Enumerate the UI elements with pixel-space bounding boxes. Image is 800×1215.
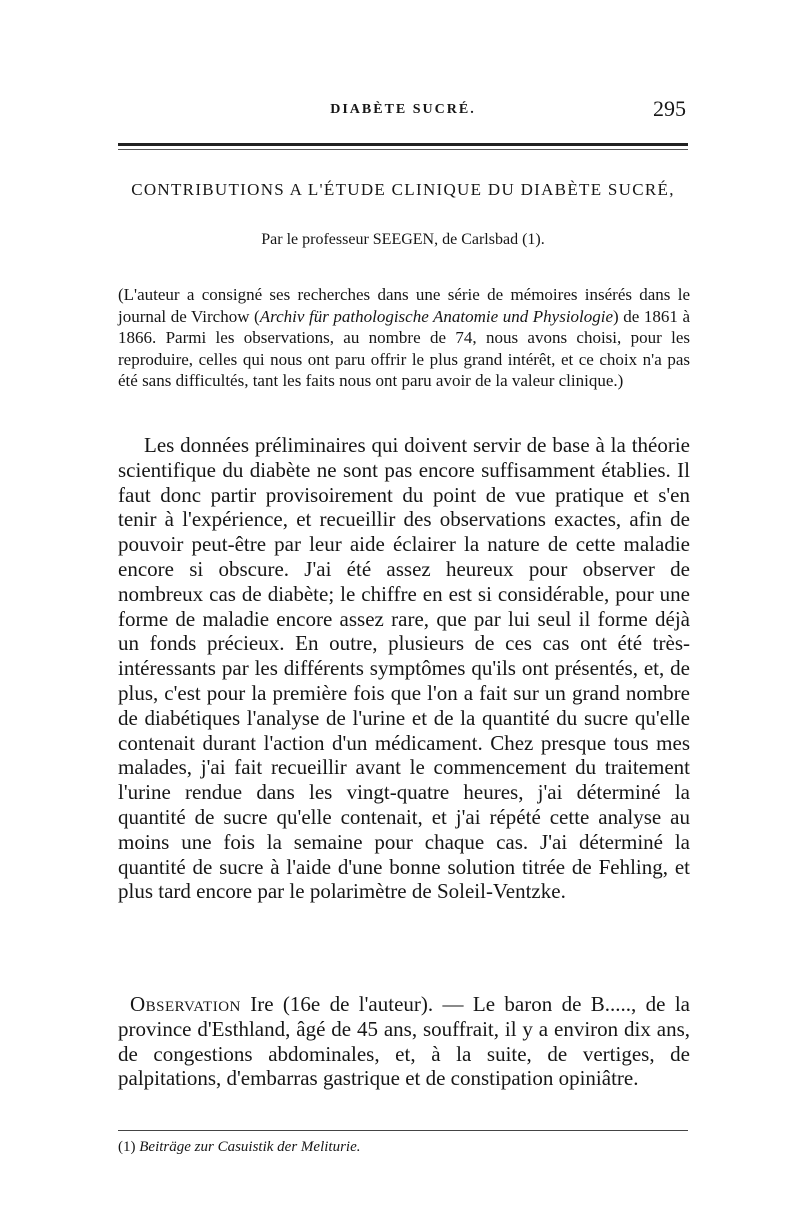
intro-text-before: (L'auteur a consigné ses recherches dans une série de mémoires insérés dans le journal de Virchow ( bbox=[118, 285, 690, 326]
editor-intro bbox=[118, 284, 690, 392]
footnote-marker: (1) bbox=[118, 1139, 136, 1155]
page-number: 295 bbox=[653, 96, 686, 121]
running-title: DIABÈTE SUCRÉ. bbox=[330, 102, 476, 117]
article-title: CONTRIBUTIONS A L'ÉTUDE CLINIQUE DU DIABÈTE SUCRÉ, bbox=[131, 180, 675, 199]
intro-text-after: ) de 1861 à 1866. Parmi les observations, au nombre de 74, nous avons choisi, pour les reproduire, celles qui nous ont paru offrir le plus grand intérêt, et ce choix n'a pas été sans difficultés, tant les faits nous ont paru avoir de la valeur clinique.) bbox=[118, 306, 690, 391]
observation-text: (16e de l'auteur). — Le baron de B....., de la province d'Esthland, âgé de 45 ans, souffrait, il y a environ dix ans, de congestions abdominales, et, à la suite, de vertiges, de palpitations, d'embarras gastrique et de constipation opiniâtre. bbox=[118, 992, 691, 1091]
header-rule-thin bbox=[118, 149, 688, 150]
header-rule bbox=[118, 143, 688, 146]
running-head bbox=[118, 96, 688, 126]
observation-label: Observation bbox=[130, 992, 241, 1016]
observation-paragraph bbox=[118, 992, 690, 1091]
article-byline: Par le professeur SEEGEN, de Carlsbad (1). bbox=[261, 231, 545, 248]
journal-title: Archiv für pathologische Anatomie und Physiologie bbox=[259, 306, 614, 326]
footnote-text: Beiträge zur Casuistik der Meliturie. bbox=[139, 1139, 361, 1155]
footnote-rule bbox=[118, 1130, 688, 1131]
observation-number: Ire bbox=[250, 992, 274, 1016]
footnote bbox=[118, 1139, 688, 1156]
body-paragraph: Les données préliminaires qui doivent servir de base à la théorie scientifique du diabète ne sont pas encore suffisamment établies. Il faut donc partir provisoirement du point de vue pratique et s'en tenir à l'expérience, et recueillir des observations exactes, afin de pouvoir peut-être par leur aide éclairer la nature de cette maladie encore si obscure. J'ai été assez heureux pour observer de nombreux cas de diabète; le chiffre en est si considérable, pour une forme de maladie encore assez rare, que par lui seul il forme déjà un fonds précieux. En outre, plusieurs de ces cas ont été très-intéressants par les différents symptômes qu'ils ont présentés, et, de plus, c'est pour la première fois que l'on a fait sur un grand nombre de diabétiques l'analyse de l'urine et de la quantité du sucre qu'elle contenait durant l'action d'un médicament. Chez presque tous mes malades, j'ai fait recueillir avant le commencement du traitement l'urine rendue dans les vingt-quatre heures, j'ai déterminé la quantité de sucre qu'elle contenait, et j'ai répété cette analyse au moins une fois la semaine pour chaque cas. J'ai déterminé la quantité de sucre à l'aide d'une bonne solution titrée de Fehling, et plus tard encore par le polarimètre de Soleil-Ventzke. bbox=[118, 433, 690, 904]
